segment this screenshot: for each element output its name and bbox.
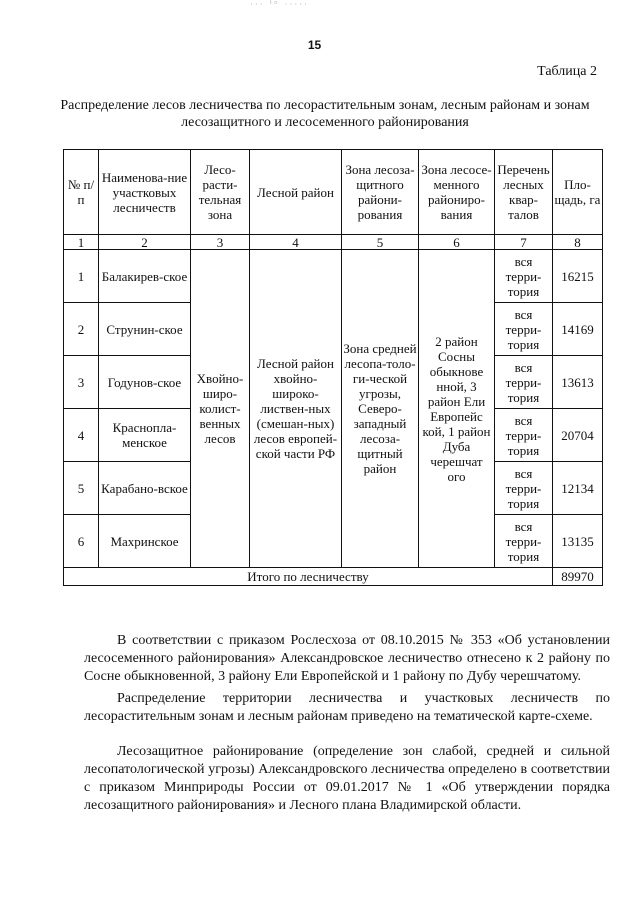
forest-distribution-table [63,149,603,586]
row-number: 3 [64,356,99,409]
table-title: Распределение лесов лесничества по лесорастительным зонам, лесным районам и зонам лесозащитного и лесосеменного районирования [60,98,590,130]
table-row [64,250,603,303]
scan-artifact: ··· ᵗᵒ ····· [250,0,309,10]
column-number: 8 [553,235,603,250]
area-cell: 12134 [553,462,603,515]
column-number: 3 [191,235,250,250]
district-name: Годунов-ское [99,356,191,409]
column-number: 6 [419,235,495,250]
area-cell: 13613 [553,356,603,409]
header-cell: Зона лесосе-менного райониро-вания [419,150,495,235]
row-number: 4 [64,409,99,462]
district-name: Карабано-вское [99,462,191,515]
total-label: Итого по лесничеству [64,568,553,586]
paragraph-seed-zoning: В соответствии с приказом Рослесхоза от 08.10.2015 № 353 «Об установлении лесосеменного районирования» Александровское лесничество отнесено к 2 району по Сосне обыкновенной, 3 району Ели Европейской и 1 району по Дубу черешчатому. [84,633,610,684]
area-cell: 20704 [553,409,603,462]
header-cell: Зона лесоза-щитного райони-рования [342,150,419,235]
quarters-cell: вся терри-тория [495,303,553,356]
forest-zone-cell: Хвойно-широ-колист-венных лесов [191,250,250,568]
area-cell: 16215 [553,250,603,303]
header-cell: Перечень лесных квар-талов [495,150,553,235]
table-label: Таблица 2 [537,64,597,79]
column-number: 1 [64,235,99,250]
column-number-row [64,235,603,250]
page-number: 15 [307,38,322,52]
forest-region-cell: Лесной район хвойно-широко-листвен-ных (смешан-ных) лесов европей-ской части РФ [250,250,342,568]
row-number: 2 [64,303,99,356]
district-name: Махринское [99,515,191,568]
total-area: 89970 [553,568,603,586]
column-number: 4 [250,235,342,250]
row-number: 6 [64,515,99,568]
header-cell: Пло-щадь, га [553,150,603,235]
area-cell: 14169 [553,303,603,356]
district-name: Струнин-ское [99,303,191,356]
header-cell: Лесо-расти-тельная зона [191,150,250,235]
district-name: Балакирев-ское [99,250,191,303]
header-cell: Лесной район [250,150,342,235]
total-row [64,568,603,586]
column-number: 7 [495,235,553,250]
area-cell: 13135 [553,515,603,568]
header-row [64,150,603,235]
paragraph-distribution: Распределение территории лесничества и участковых лесничеств по лесорастительным зонам и лесным районам приведено на тематической карте-схеме. [84,691,610,724]
paragraph-protection-zoning: Лесозащитное районирование (определение зон слабой, средней и сильной лесопатологической угрозы) Александровского лесничества определено в соответствии с приказом Минприроды России от 09.01.2017 № 1 «Об утверждении порядка лесозащитного районирования» и Лесного плана Владимирской области. [84,744,610,813]
quarters-cell: вся терри-тория [495,356,553,409]
quarters-cell: вся терри-тория [495,250,553,303]
district-name: Краснопла-менское [99,409,191,462]
seed-zone-cell: 2 район Сосны обыкнове нной, 3 район Ели Европейс кой, 1 район Дуба черешчат ого [419,250,495,568]
quarters-cell: вся терри-тория [495,462,553,515]
column-number: 2 [99,235,191,250]
row-number: 5 [64,462,99,515]
quarters-cell: вся терри-тория [495,515,553,568]
quarters-cell: вся терри-тория [495,409,553,462]
header-cell: Наименова-ние участковых лесничеств [99,150,191,235]
protection-zone-cell: Зона средней лесопа-толо-ги-ческой угрозы, Северо-западный лесоза-щитный район [342,250,419,568]
row-number: 1 [64,250,99,303]
column-number: 5 [342,235,419,250]
header-cell: № п/п [64,150,99,235]
